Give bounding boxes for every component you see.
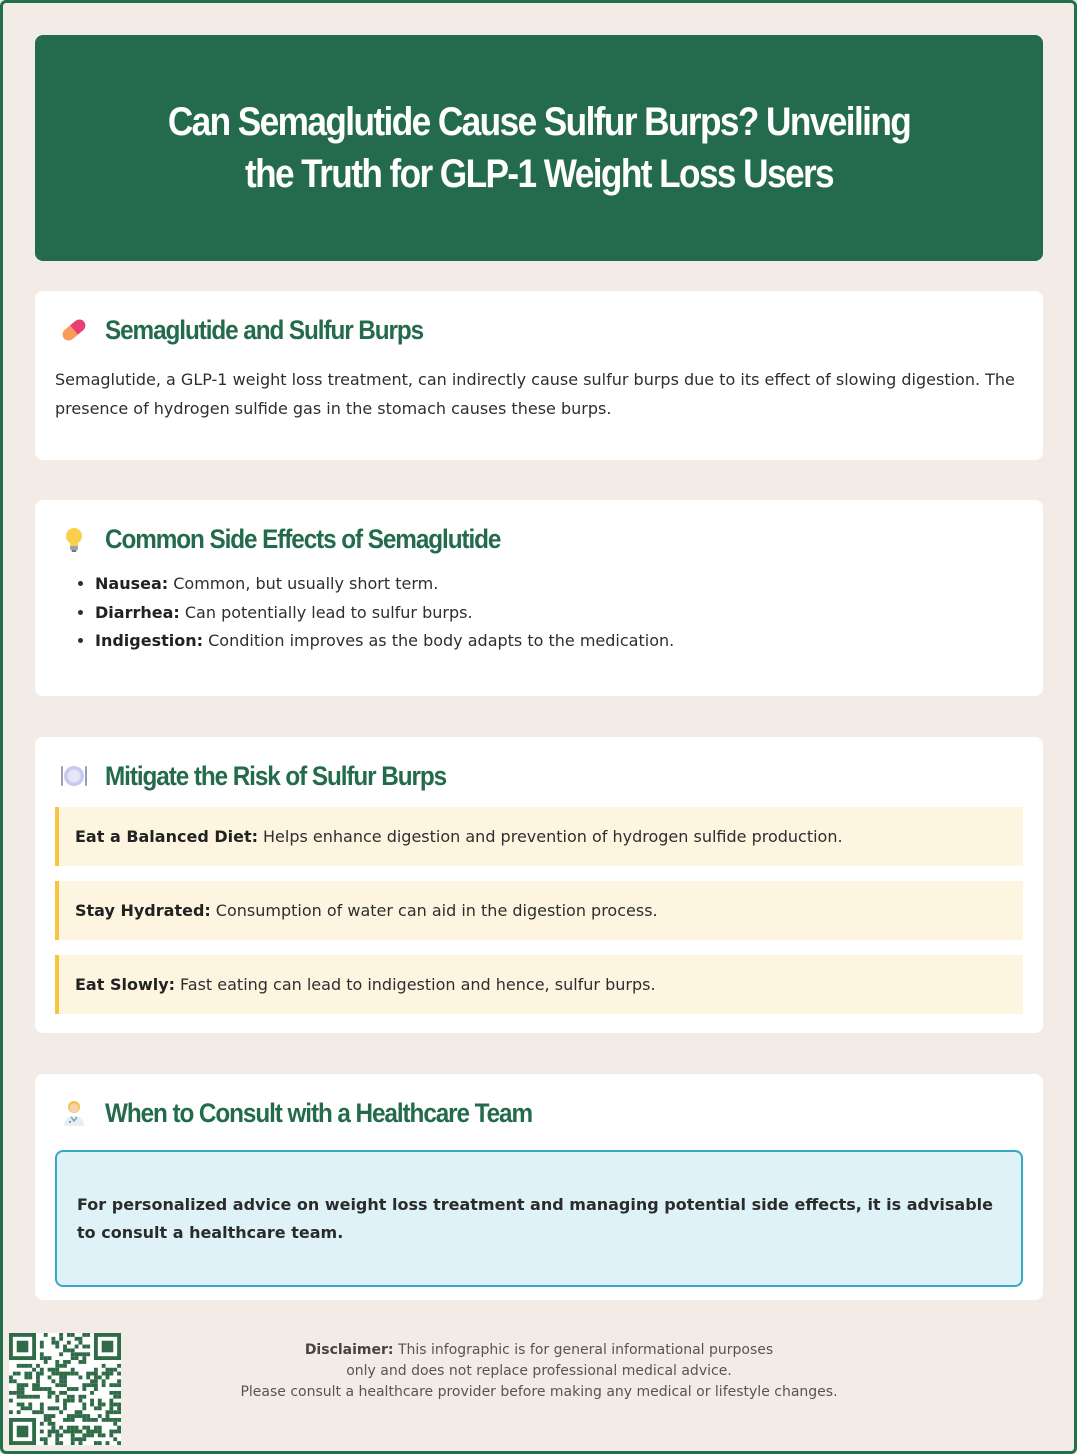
page-title: Can Semaglutide Cause Sulfur Burps? Unveiling the Truth for GLP-1 Weight Loss Users xyxy=(167,100,911,196)
header-banner xyxy=(35,35,1043,261)
card-semaglutide-sulfur-burps xyxy=(35,291,1043,460)
tip-item xyxy=(55,955,1023,1014)
tip-item xyxy=(55,807,1023,866)
lightbulb-icon xyxy=(59,524,89,554)
list-item xyxy=(95,570,1023,599)
qr-code[interactable] xyxy=(9,1333,121,1445)
disclaimer-line xyxy=(200,1340,878,1361)
card-mitigate-risk xyxy=(35,737,1043,1033)
tip-text: Consumption of water can aid in the digestion process. xyxy=(215,901,658,920)
section-title: When to Consult with a Healthcare Team xyxy=(105,1097,533,1128)
section-title: Common Side Effects of Semaglutide xyxy=(105,523,501,554)
item-text: Condition improves as the body adapts to the medication. xyxy=(208,631,675,650)
item-label: Indigestion: xyxy=(95,631,204,650)
item-label: Nausea: xyxy=(95,574,169,593)
plate-icon xyxy=(59,761,89,791)
card-title-row xyxy=(55,1096,1023,1130)
card-common-side-effects xyxy=(35,500,1043,696)
disclaimer-line: Please consult a healthcare provider before making any medical or lifestyle changes. xyxy=(240,1384,838,1400)
list-item xyxy=(95,599,1023,628)
tip-label: Stay Hydrated: xyxy=(75,901,211,920)
card-title-row xyxy=(55,313,1023,347)
section-text: Semaglutide, a GLP-1 weight loss treatment, can indirectly cause sulfur burps due to its effect of slowing digestion. The presence of hydrogen sulfide gas in the stomach causes these burps. xyxy=(55,370,1015,418)
disclaimer-line: only and does not replace professional medical advice. xyxy=(346,1363,732,1379)
pill-icon xyxy=(59,315,89,345)
tip-label: Eat a Balanced Diet: xyxy=(75,827,258,846)
card-title-row xyxy=(55,522,1023,556)
card-title-row xyxy=(55,759,1023,793)
list-item xyxy=(95,627,1023,656)
disclaimer-label: Disclaimer: xyxy=(304,1342,394,1358)
item-text: Can potentially lead to sulfur burps. xyxy=(184,602,473,622)
tip-item xyxy=(55,881,1023,940)
disclaimer xyxy=(200,1340,878,1403)
consult-text: For personalized advice on weight loss treatment and managing potential side effects, it is advisable to consult a healthcare team. xyxy=(77,1194,993,1242)
tip-text: Helps enhance digestion and prevention of hydrogen sulfide production. xyxy=(263,827,843,846)
consult-callout xyxy=(55,1150,1023,1287)
tips-list xyxy=(55,807,1023,1014)
section-title: Mitigate the Risk of Sulfur Burps xyxy=(105,760,447,791)
side-effects-list xyxy=(55,570,1023,656)
card-consult-healthcare xyxy=(35,1074,1043,1300)
disclaimer-text: This infographic is for general informational purposes xyxy=(397,1342,774,1358)
tip-label: Eat Slowly: xyxy=(75,975,176,994)
item-text: Common, but usually short term. xyxy=(173,574,439,593)
section-title: Semaglutide and Sulfur Burps xyxy=(105,314,424,345)
health-worker-icon xyxy=(59,1098,89,1128)
tip-text: Fast eating can lead to indigestion and hence, sulfur burps. xyxy=(180,975,656,994)
item-label: Diarrhea: xyxy=(95,602,180,622)
